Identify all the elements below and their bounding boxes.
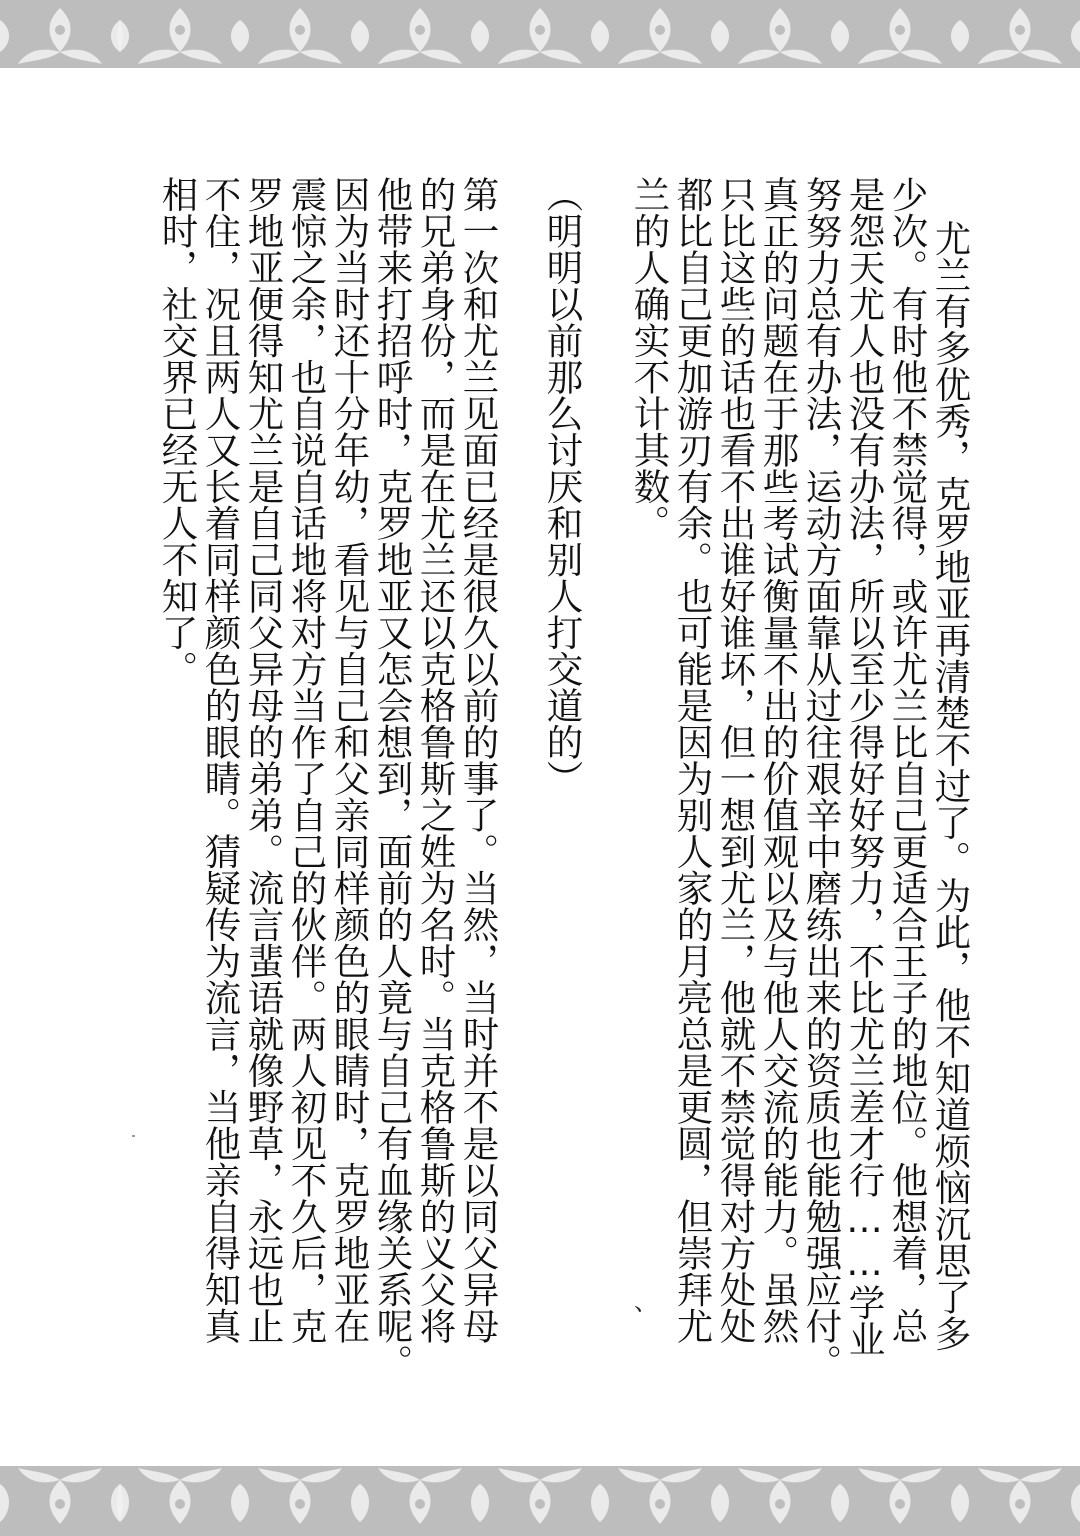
- damask-pattern-top: [0, 0, 1080, 68]
- paragraph-2-column-7: 不住，况且两人又长着同样颜色的眼睛。猜疑传为流言，当他亲自得知真: [199, 176, 242, 1344]
- bottom-ornamental-border: [0, 1466, 1080, 1536]
- paragraph-1-column-3: 是怨天尤人也没有办法，所以至少得好好努力，不比尤兰差才行……学业: [843, 176, 886, 1357]
- paragraph-2-column-8: 相时，社交界已经无人不知了。: [156, 176, 199, 687]
- paragraph-1-column-5: 真正的问题在于那些考试衡量不出的价值观以及与他人交流的能力。虽然: [757, 176, 800, 1344]
- paragraph-2-column-6: 罗地亚便得知尤兰是自己同父异母的弟弟。流言蜚语就像野草，永远也止: [242, 176, 285, 1344]
- paragraph-1-column-2: 少次。有时他不禁觉得，或许尤兰比自己更适合王子的地位。他想着，总: [886, 176, 929, 1344]
- top-ornamental-border: [0, 0, 1080, 68]
- paragraph-2-column-2: 的兄弟身份，而是在尤兰还以克格鲁斯之姓为名时。当克格鲁斯的义父将: [414, 176, 457, 1344]
- paragraph-1-column-7: 都比自己更加游刃有余。也可能是因为别人家的月亮总是更圆，但崇拜尤: [671, 176, 714, 1344]
- inner-thought-line: （明明以前那么讨厌和别人打交道的）: [541, 176, 584, 797]
- stray-punctuation-mark: 、: [634, 1288, 658, 1316]
- paragraph-2-column-3: 他带来打招呼时，克罗地亚又怎会想到，面前的人竟与自己有血缘关系呢。: [371, 176, 414, 1381]
- paragraph-2-column-1: 第一次和尤兰见面已经是很久以前的事了。当然，当时并不是以同父异母: [457, 176, 500, 1344]
- paragraph-1-column-4: 努努力总有办法，运动方面靠从过往艰辛中磨练出来的资质也能勉强应付。: [800, 176, 843, 1381]
- scan-speck: [132, 1135, 135, 1137]
- paragraph-1-column-6: 只比这些的话也看不出谁好谁坏，但一想到尤兰，他就不禁觉得对方处处: [714, 176, 757, 1344]
- damask-pattern-bottom: [0, 1466, 1080, 1536]
- paragraph-2-column-5: 震惊之余，也自说自话地将对方当作了自己的伙伴。两人初见不久后，克: [285, 176, 328, 1344]
- paragraph-2-column-4: 因为当时还十分年幼，看见与自己和父亲同样颜色的眼睛时，克罗地亚在: [328, 176, 371, 1344]
- paragraph-1-column-1: 尤兰有多优秀，克罗地亚再清楚不过了。为此，他不知道烦恼沉思了多: [929, 220, 972, 1352]
- paragraph-1-column-8: 兰的人确实不计其数。: [628, 176, 671, 541]
